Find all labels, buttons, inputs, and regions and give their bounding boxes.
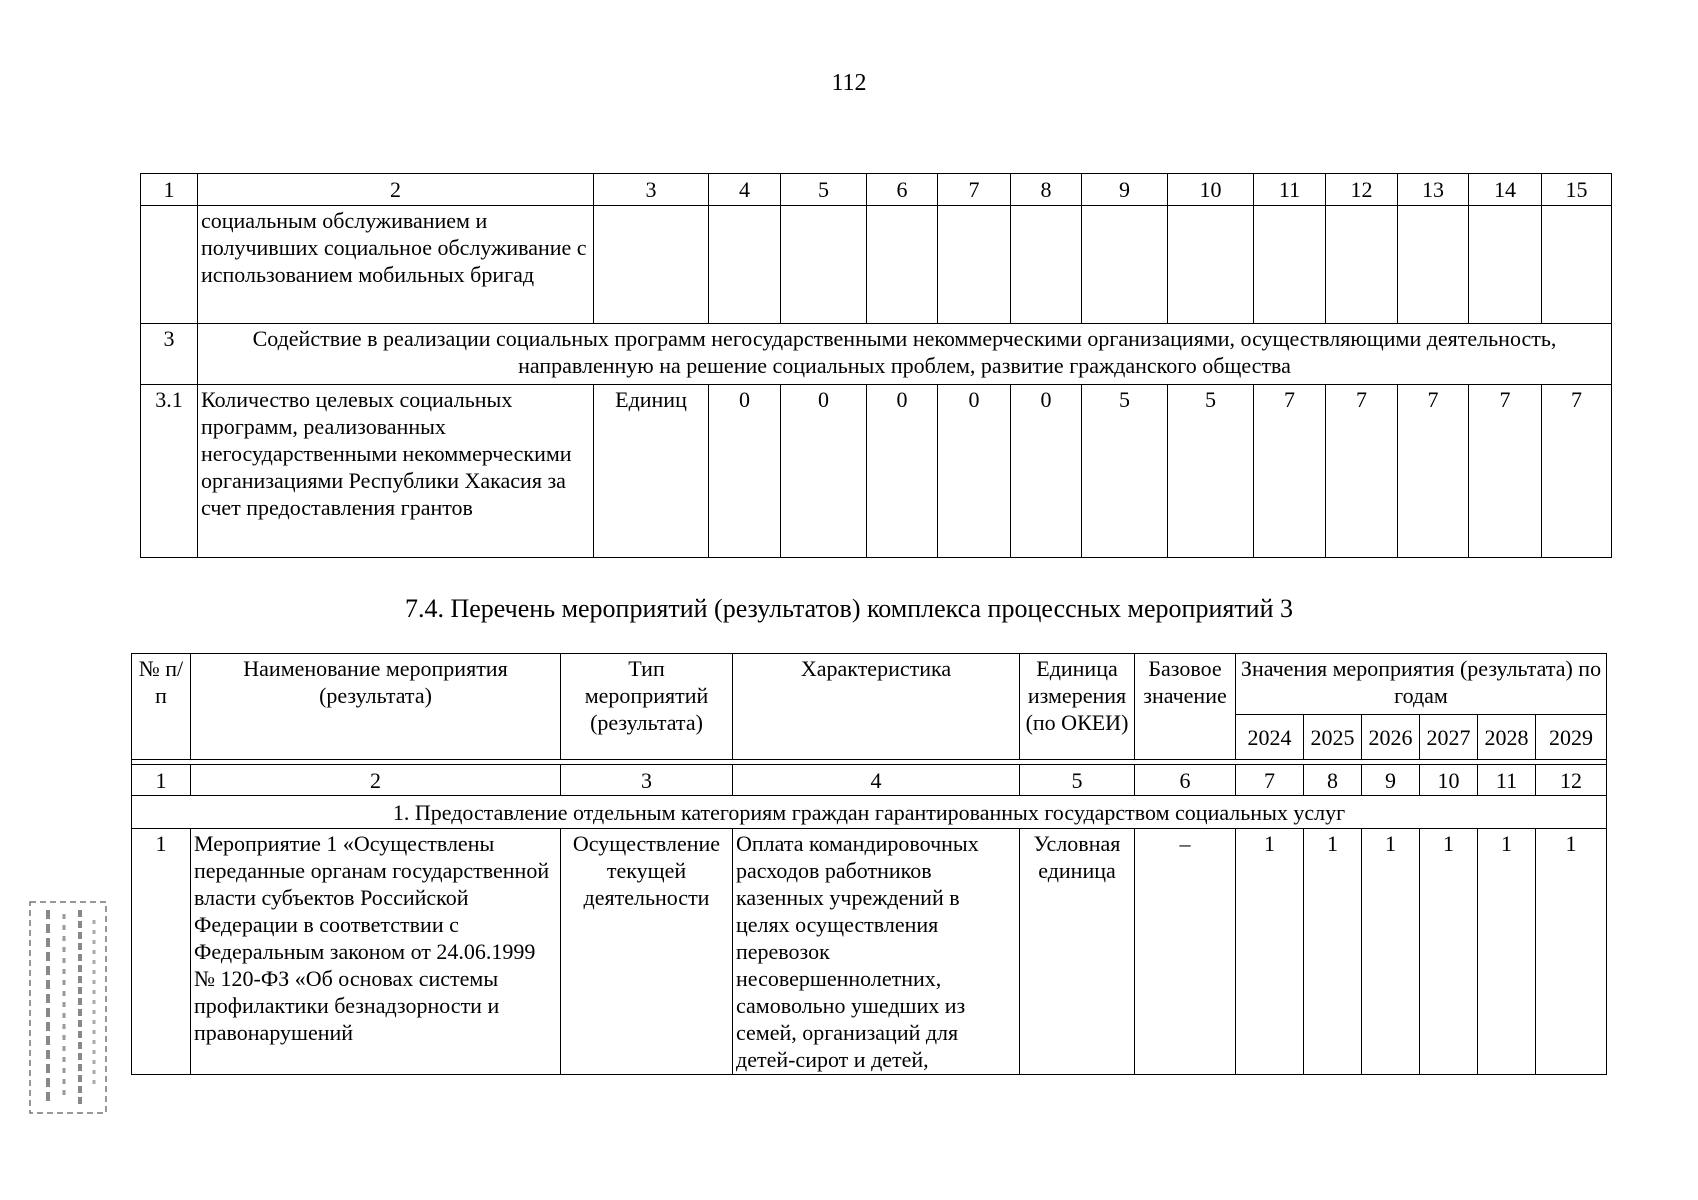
value-cell: 1 [1536,829,1607,1075]
value-cell: 7 [1254,385,1326,558]
column-number: 5 [781,174,867,206]
column-number-row [141,174,1612,206]
column-number-row [132,765,1607,796]
column-number: 1 [141,174,198,206]
column-number: 1 [132,765,191,796]
column-number: 6 [867,174,938,206]
column-number: 10 [1420,765,1478,796]
header-characteristic: Характеристика [733,654,1020,760]
column-number: 4 [733,765,1020,796]
section-title: Содействие в реализации социальных программ негосударственными некоммерческими организациями, осуществляющими деятельность, направленную на решение социальных проблем, развитие гражданского общества [198,324,1612,385]
value-cell: 0 [1011,385,1082,558]
year-header: 2025 [1304,715,1362,760]
header-base-value: Базовое значение [1135,654,1236,760]
measure-type: Осуществление текущей деятельности [561,829,733,1075]
indicator-name: социальным обслуживанием и получивших социальное обслуживание с использованием мобильных бригад [198,206,594,324]
year-header: 2027 [1420,715,1478,760]
section-number: 3 [141,324,198,385]
column-number: 3 [594,174,709,206]
year-header: 2028 [1478,715,1536,760]
column-number: 9 [1362,765,1420,796]
column-number: 5 [1020,765,1135,796]
indicators-table [140,173,1612,558]
section-row [132,796,1607,829]
value-cell: 0 [781,385,867,558]
section-row [141,324,1612,385]
section-title: 1. Предоставление отдельным категориям граждан гарантированных государством социальных услуг [132,796,1607,829]
value-cell: 7 [1398,385,1469,558]
header-values-by-year: Значения мероприятия (результата) по годам [1236,654,1607,715]
row-number: 1 [132,829,191,1075]
column-number: 12 [1536,765,1607,796]
column-number: 2 [191,765,561,796]
page-number: 112 [831,70,867,96]
column-number: 3 [561,765,733,796]
table-row [141,206,1612,324]
column-number: 13 [1398,174,1469,206]
unit: Единиц [594,385,709,558]
value-cell: 0 [867,385,938,558]
header-type: Тип мероприятий (результата) [561,654,733,760]
column-number: 6 [1135,765,1236,796]
column-number: 7 [938,174,1011,206]
registration-stamp [28,900,108,1115]
base-value: – [1135,829,1236,1075]
value-cell: 0 [709,385,781,558]
table-row [132,829,1607,1075]
column-number: 15 [1542,174,1612,206]
year-header: 2029 [1536,715,1607,760]
header-name: Наименование мероприятия (результата) [191,654,561,760]
column-number: 8 [1011,174,1082,206]
column-number: 10 [1168,174,1254,206]
measure-name: Мероприятие 1 «Осуществлены переданные органам государственной власти субъектов Российской Федерации в соответствии с Федеральным законом от 24.06.1999 № 120-ФЗ «Об основах системы профилактики безнадзорности и правонарушений [191,829,561,1075]
row-number [141,206,198,324]
year-header: 2026 [1362,715,1420,760]
unit: Условная единица [1020,829,1135,1075]
value-cell: 0 [938,385,1011,558]
column-number: 14 [1469,174,1542,206]
column-number: 7 [1236,765,1304,796]
column-number: 11 [1254,174,1326,206]
column-number: 4 [709,174,781,206]
header-row [132,654,1607,715]
value-cell: 7 [1326,385,1398,558]
measures-table [131,653,1607,1075]
indicator-name: Количество целевых социальных программ, реализованных негосударственными некоммерческими организациями Республики Хакасия за счет предоставления грантов [198,385,594,558]
measure-characteristic: Оплата командировочных расходов работников казенных учреждений в целях осуществления перевозок несовершеннолетних, самовольно ушедших из семей, организаций для детей-сирот и детей, [733,829,1020,1075]
value-cell: 1 [1420,829,1478,1075]
value-cell: 7 [1542,385,1612,558]
value-cell: 1 [1362,829,1420,1075]
column-number: 11 [1478,765,1536,796]
table-row [141,385,1612,558]
row-number: 3.1 [141,385,198,558]
year-header: 2024 [1236,715,1304,760]
column-number: 8 [1304,765,1362,796]
header-unit: Единица измерения (по ОКЕИ) [1020,654,1135,760]
value-cell: 5 [1168,385,1254,558]
column-number: 12 [1326,174,1398,206]
value-cell: 7 [1469,385,1542,558]
column-number: 9 [1082,174,1168,206]
column-number: 2 [198,174,594,206]
value-cell: 1 [1304,829,1362,1075]
value-cell: 1 [1236,829,1304,1075]
value-cell: 5 [1082,385,1168,558]
value-cell: 1 [1478,829,1536,1075]
section-heading: 7.4. Перечень мероприятий (результатов) комплекса процессных мероприятий 3 [404,594,1294,623]
header-num: № п/п [132,654,191,760]
